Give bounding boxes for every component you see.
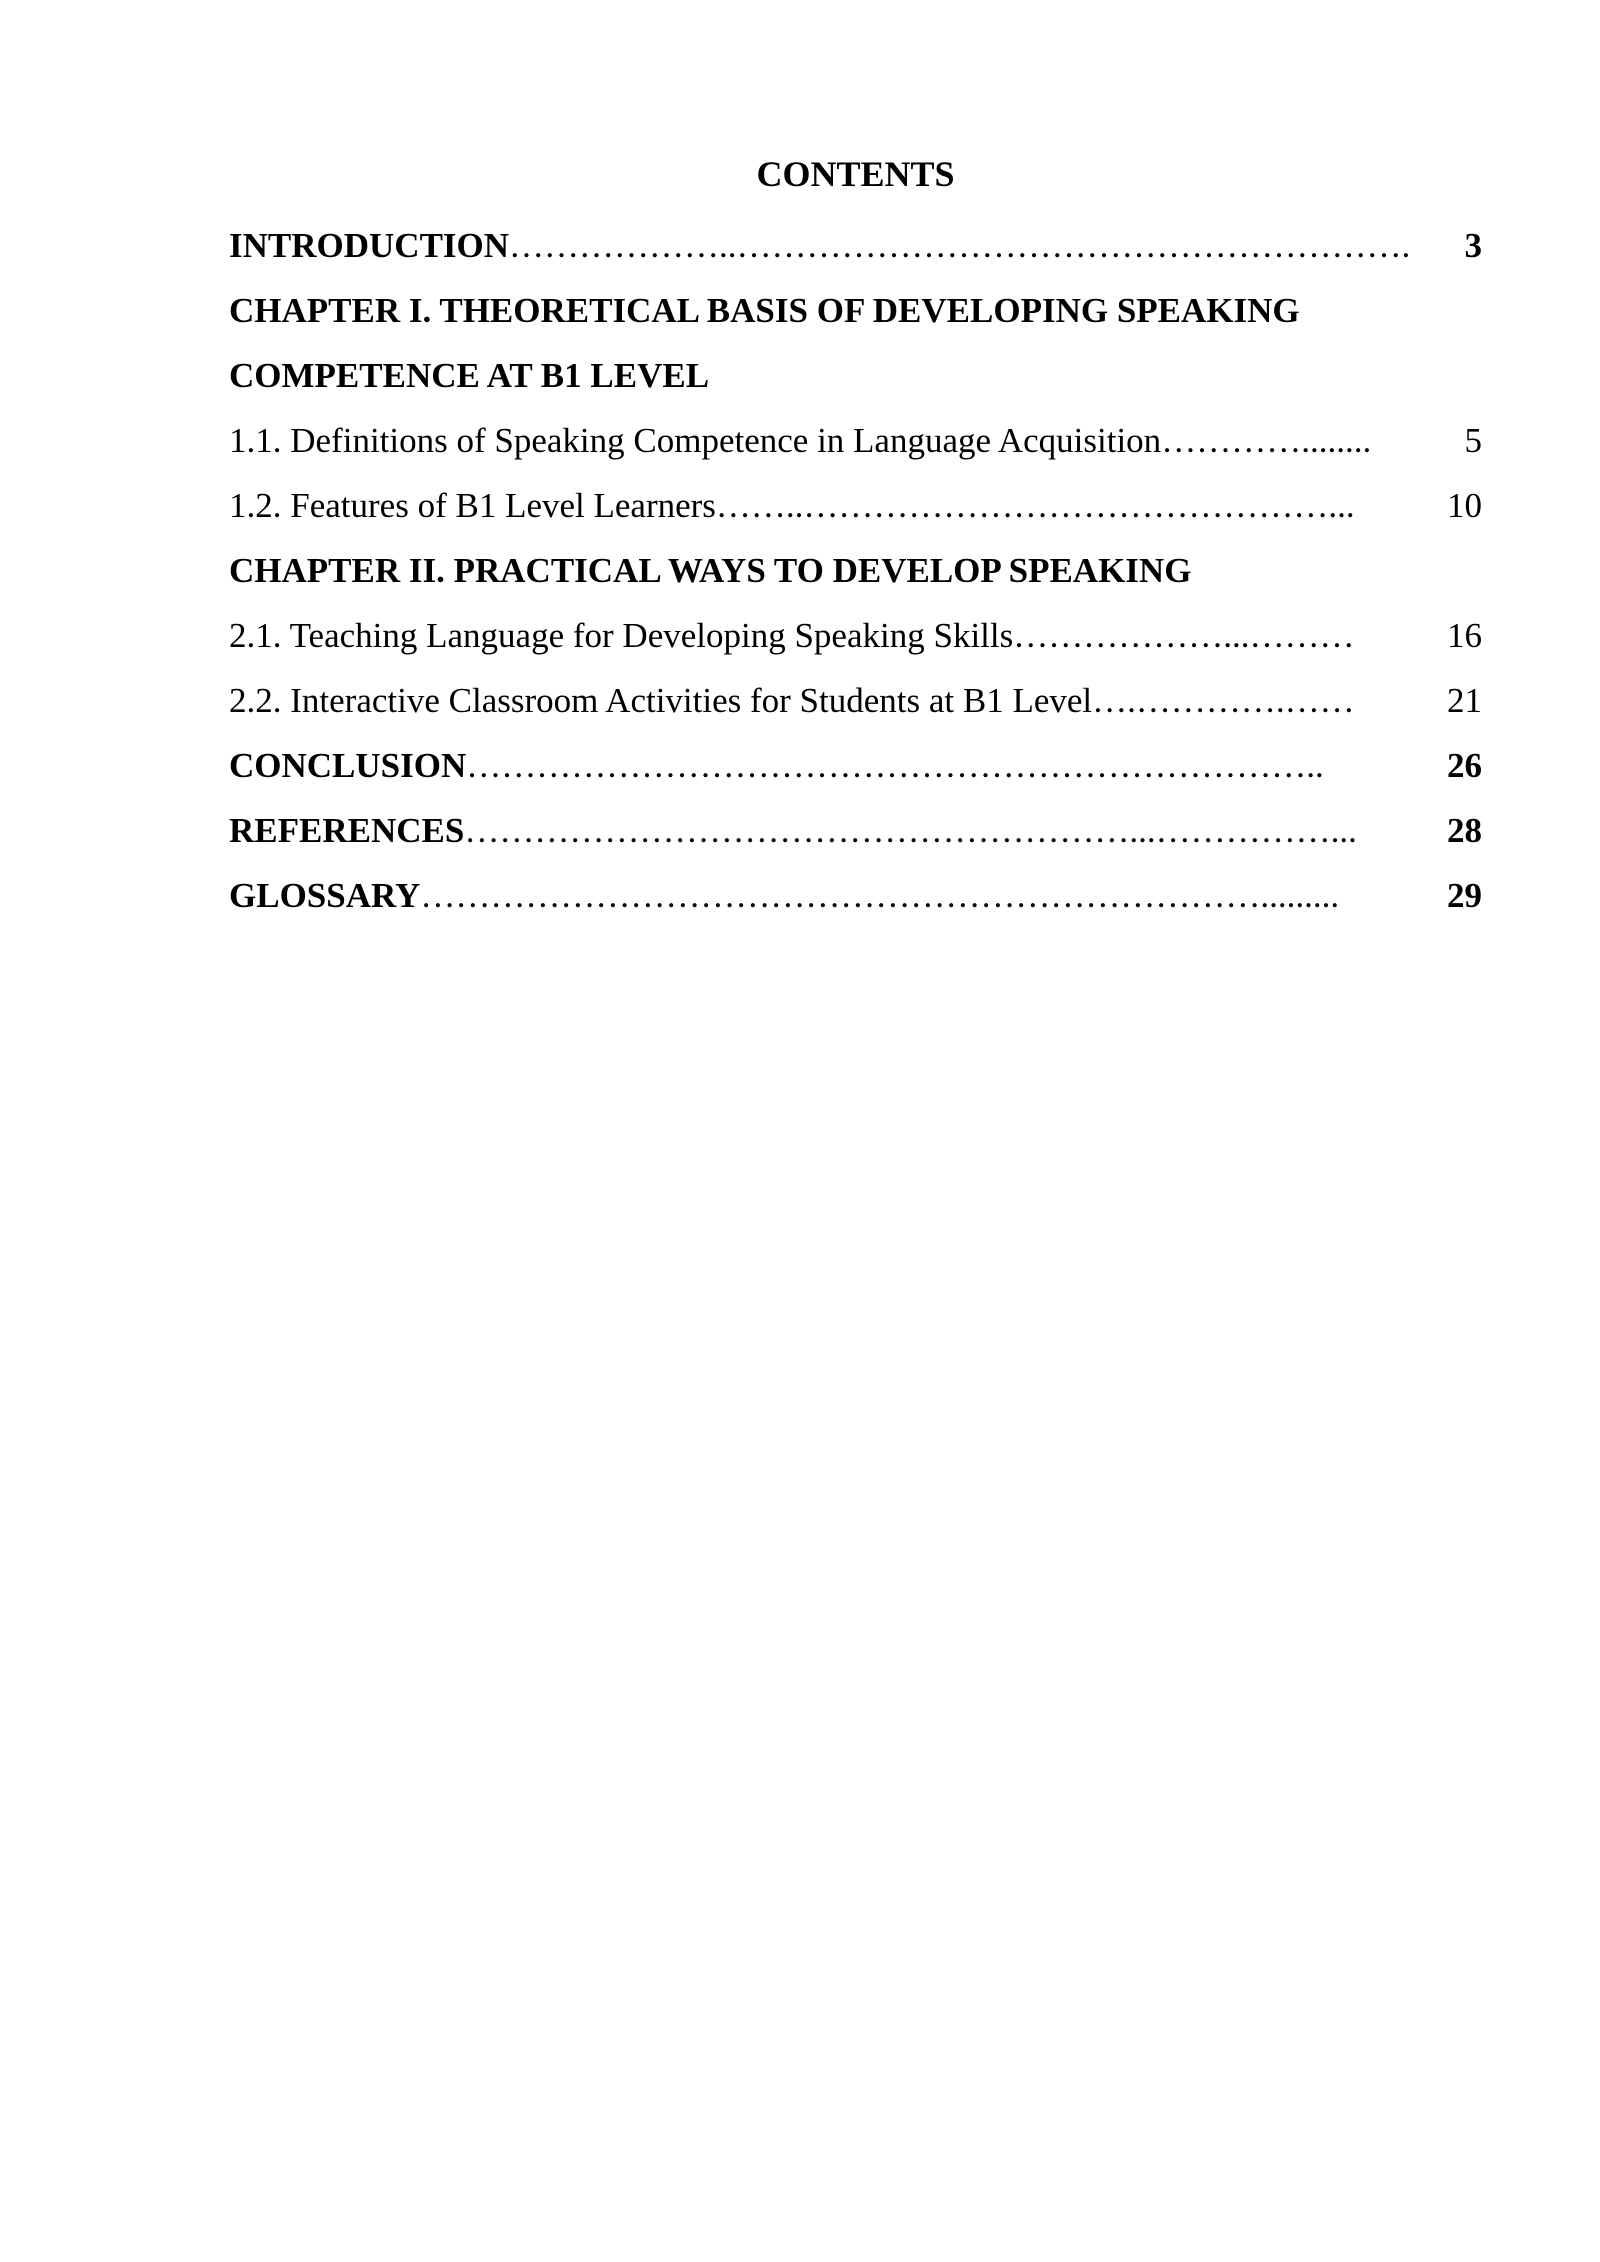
toc-entry-label: 1.2. Features of B1 Level Learners xyxy=(229,473,716,538)
toc-entry-glossary xyxy=(229,863,1482,928)
toc-page-number: 26 xyxy=(1447,746,1482,785)
table-of-contents xyxy=(229,148,1482,928)
toc-entry-2-2 xyxy=(229,668,1482,733)
contents-title: CONTENTS xyxy=(756,154,955,194)
toc-chapter-1-heading-line-2 xyxy=(229,343,1482,408)
toc-entry-label: 2.1. Teaching Language for Developing Speaking Skills xyxy=(229,603,1013,668)
toc-entry-introduction xyxy=(229,213,1482,278)
toc-leader-dots: …………………………………………………...……………... xyxy=(464,811,1357,850)
toc-leader-dots: ……..………………………………………... xyxy=(715,486,1355,525)
toc-entry-1-1 xyxy=(229,408,1482,473)
toc-entry-2-1 xyxy=(229,603,1482,668)
toc-leader-dots: ….………….…… xyxy=(1092,681,1355,720)
toc-page-number: 5 xyxy=(1464,421,1482,460)
toc-entry-label: CHAPTER I. THEORETICAL BASIS OF DEVELOPING SPEAKING xyxy=(229,291,1300,330)
toc-entry-conclusion xyxy=(229,733,1482,798)
toc-page-number: 29 xyxy=(1447,876,1482,915)
toc-page-number: 16 xyxy=(1447,616,1482,655)
toc-chapter-2-heading xyxy=(229,538,1482,603)
toc-leader-dots: ……………………………………………………………….. xyxy=(466,746,1324,785)
toc-leader-dots: ………………...……… xyxy=(1013,616,1355,655)
toc-entry-label: INTRODUCTION xyxy=(229,213,509,278)
toc-page-number: 10 xyxy=(1447,486,1482,525)
toc-entry-label: GLOSSARY xyxy=(229,863,420,928)
toc-entry-label: CONCLUSION xyxy=(229,733,466,798)
toc-leader-dots: …………........ xyxy=(1161,421,1372,460)
toc-entry-label: 1.1. Definitions of Speaking Competence in Language Acquisition xyxy=(229,408,1161,473)
toc-entry-label: REFERENCES xyxy=(229,798,464,863)
toc-chapter-1-heading-line-1 xyxy=(229,278,1482,343)
toc-entry-label: COMPETENCE AT B1 LEVEL xyxy=(229,356,710,395)
toc-entry-references xyxy=(229,798,1482,863)
toc-leader-dots: ………………………………………………………………......... xyxy=(420,876,1340,915)
toc-leader-dots: ………………..…………………………………………………. xyxy=(509,226,1411,265)
toc-entry-label: 2.2. Interactive Classroom Activities for Students at B1 Level xyxy=(229,668,1092,733)
toc-page-number: 3 xyxy=(1464,226,1482,265)
toc-entry-1-2 xyxy=(229,473,1482,538)
toc-page-number: 28 xyxy=(1447,811,1482,850)
toc-entry-label: CHAPTER II. PRACTICAL WAYS TO DEVELOP SPEAKING xyxy=(229,551,1192,590)
toc-page-number: 21 xyxy=(1447,681,1482,720)
